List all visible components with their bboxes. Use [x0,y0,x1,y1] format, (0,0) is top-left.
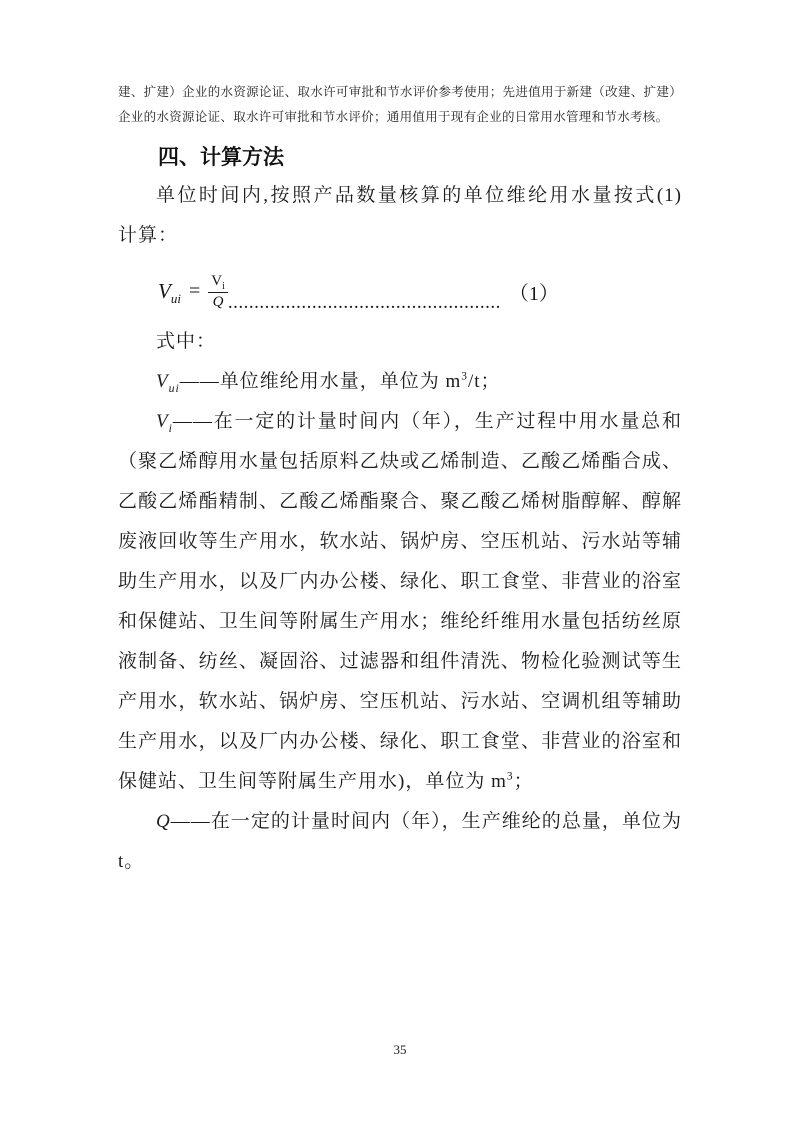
vui-subscript: ui [168,381,180,395]
vi-definition-text: ——在一定的计量时间内（年），生产过程中用水量总和（聚乙烯醇用水量包括原料乙炔或乙烯制造、乙酸乙烯酯合成、乙酸乙烯酯精制、乙酸乙烯酯聚合、聚乙酸乙烯树脂醇解、醇解废液回收等生产用水，软水站、锅炉房、空压机站、污水站等辅助生产用水，以及厂内办公楼、绿化、职工食堂、非营业的浴室和保健站、卫生间等附属生产用水；维纶纤维用水量包括纺丝原液制备、纺丝、凝固浴、过滤器和组件清洗、物检化验测试等生产用水，软水站、锅炉房、空压机站、污水站、空调机组等辅助生产用水，以及厂内办公楼、绿化、职工食堂、非营业的浴室和保健站、卫生间等附属生产用水)，单位为 m [118,411,682,792]
definition-vui [118,362,682,402]
equation-number: （1） [508,282,559,305]
vi-definition-tail: ； [513,771,534,792]
calc-intro-paragraph [118,176,682,256]
q-symbol: Q [156,811,171,832]
section-heading: 四、计算方法 [158,146,284,169]
fraction-numerator [208,273,228,292]
vi-subscript: i [168,421,173,435]
calc-intro-line2: 计算： [118,225,179,246]
vi-unit-superscript: 3 [506,770,514,783]
vui-unit-superscript: 3 [461,370,468,383]
vi-symbol: V [156,411,169,432]
formula-lhs-subscript: ui [170,290,181,306]
page-content [118,80,682,882]
definition-vi [118,402,682,802]
equation-1 [118,262,682,320]
equals-sign: = [188,279,201,302]
definition-q [118,802,682,882]
numerator-subscript: i [222,281,225,293]
vui-definition-tail: /t； [468,371,501,392]
where-label: 式中： [156,331,217,352]
page-number: 35 [393,1042,407,1057]
q-definition-text: ——在一定的计量时间内（年），生产维纶的总量，单位为 t。 [118,811,682,872]
numerator-base: V [211,273,223,290]
fraction-denominator: Q [212,293,224,310]
vui-definition-text: ——单位维纶用水量，单位为 m [179,371,462,392]
formula-lhs-symbol [158,279,181,304]
fraction [208,273,228,311]
formula-lhs-base: V [158,278,171,303]
dot-leader: .................................................... [227,292,501,313]
vui-symbol: V [156,371,169,392]
intro-paragraph: 建、扩建）企业的水资源论证、取水许可审批和节水评价参考使用；先进值用于新建（改建、扩建）企业的水资源论证、取水许可审批和节水评价；通用值用于现有企业的日常用水管理和节水考核。 [118,85,682,124]
calc-intro-line1: 单位时间内,按照产品数量核算的单位维纶用水量按式(1) [156,185,682,206]
